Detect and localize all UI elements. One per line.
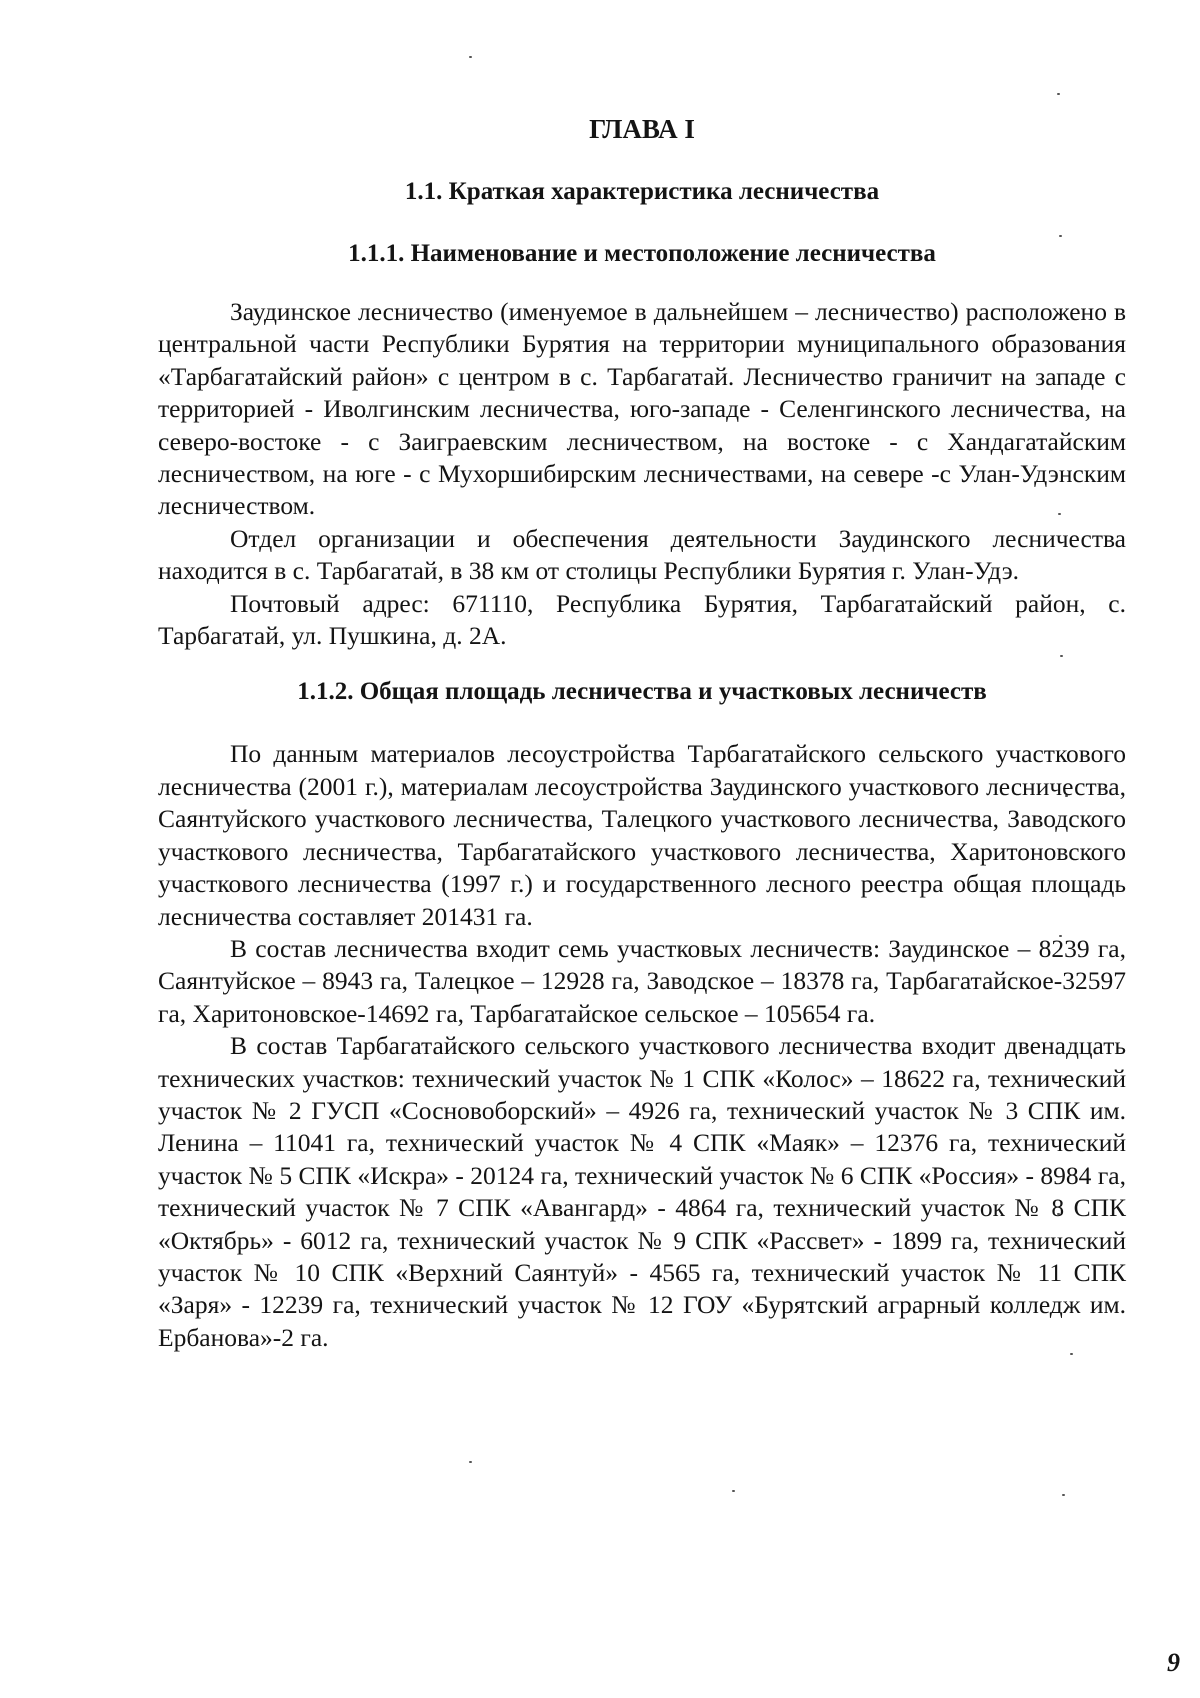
subsection-title-total-area: 1.1.2. Общая площадь лесничества и участковых лесничеств [297,678,987,706]
paragraph: В состав лесничества входит семь участковых лесничеств: Заудинское – 8239 га, Саянтуйское – 8943 га, Талецкое – 12928 га, Заводское – 18378 га, Тарбагатайское-32597 га, Харитоновское-14692 га, Тарбагатайское сельское – 105654 га. [158,933,1126,1028]
paragraph: Отдел организации и обеспечения деятельности Заудинского лесничества находится в с. Тарбагатай, в 38 км от столицы Республики Бурятия г. Улан-Удэ. [158,523,1126,586]
page-number: 9 [1167,1648,1180,1677]
scan-speck [469,56,472,58]
scan-speck [469,1461,472,1463]
chapter-title: ГЛАВА I [589,114,695,144]
paragraph: В состав Тарбагатайского сельского участкового лесничества входит двенадцать технических участков: технический участок № 1 СПК «Колос» – 18622 га, технический участок № 2 ГУСП «Сосновоборский» – 4926 га, технический участок № 3 СПК им. Ленина – 11041 га, технический участок № 4 СПК «Маяк» – 12376 га, технический участок № 5 СПК «Искра» - 20124 га, технический участок № 6 СПК «Россия» - 8984 га, технический участок № 7 СПК «Авангард» - 4864 га, технический участок № 8 СПК «Октябрь» - 6012 га, технический участок № 9 СПК «Рассвет» - 1899 га, технический участок № 10 СПК «Верхний Саянтуй» - 4565 га, технический участок № 11 СПК «Заря» - 12239 га, технический участок № 12 ГОУ «Бурятский аграрный колледж им. Ербанова»-2 га. [158,1031,1126,1352]
paragraph: Заудинское лесничество (именуемое в дальнейшем – лесничество) расположено в центральной части Республики Бурятия на территории муниципального образования «Тарбагатайский район» с центром в с. Тарбагатай. Лесничество граничит на западе с территорией - Иволгинским лесничества, юго-западе - Селенгинского лесничества, на северо-востоке - с Заиграевским лесничеством, на востоке - с Хандагатайским лесничеством, на юге - с Мухоршибирским лесничествами, на севере -с Улан-Удэнским лесничеством. [158,297,1126,521]
paragraph: По данным материалов лесоустройства Тарбагатайского сельского участкового лесничества (2001 г.), материалам лесоустройства Заудинского участкового лесничества, Саянтуйского участкового лесничества, Талецкого участкового лесничества, Заводского участкового лесничества, Тарбагатайского участкового лесничества, Харитоновского участкового лесничества (1997 г.) и государственного лесного реестра общая площадь лесничества составляет 201431 га. [158,739,1126,931]
section-title: 1.1. Краткая характеристика лесничества [404,178,880,205]
paragraph: Почтовый адрес: 671110, Республика Бурятия, Тарбагатайский район, с. Тарбагатай, ул. Пушкина, д. 2А. [158,588,1126,651]
document-body [158,112,1126,1354]
scan-speck [732,1490,735,1492]
scan-speck [1057,93,1060,95]
scan-speck [1062,1494,1065,1496]
subsection-title-name-location: 1.1.1. Наименование и местоположение лесничества [348,240,936,267]
